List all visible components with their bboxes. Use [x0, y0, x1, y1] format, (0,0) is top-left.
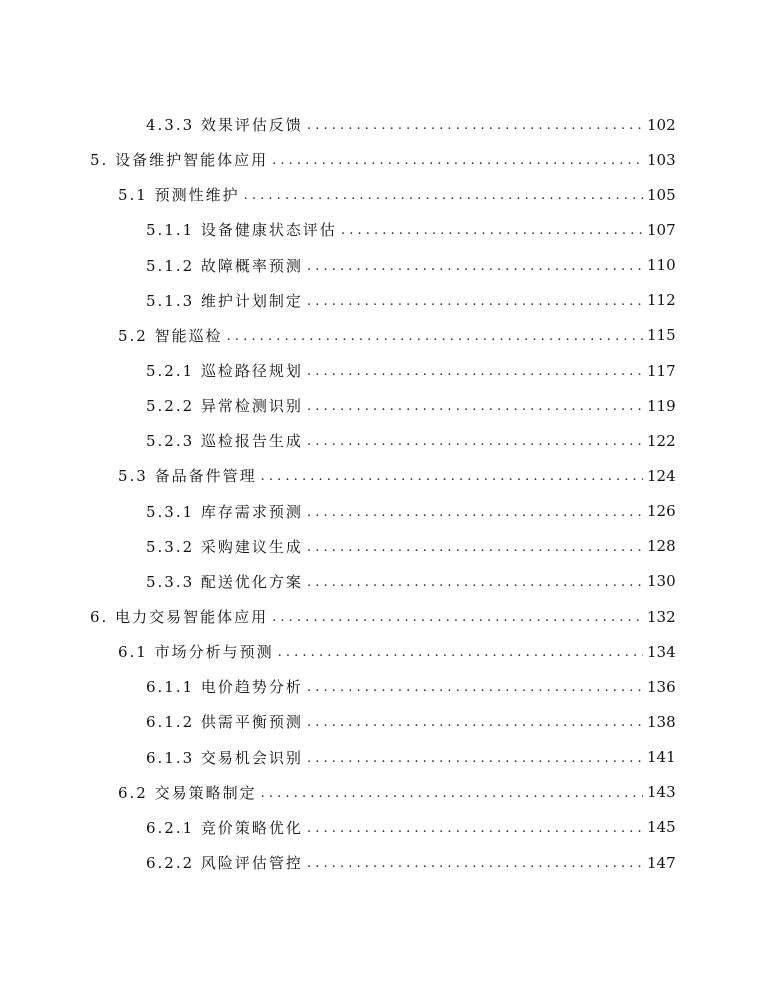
toc-entry[interactable]	[0, 142, 765, 177]
toc-entry[interactable]	[0, 388, 765, 423]
dot-leader	[307, 294, 643, 309]
toc-entry-label: 4.3.3 效果评估反馈	[146, 116, 303, 135]
toc-page-number: 128	[647, 537, 676, 556]
toc-entry-label: 5.2.2 异常检测识别	[146, 397, 303, 416]
dot-leader	[307, 399, 643, 414]
toc-page-number: 115	[647, 326, 676, 345]
dot-leader	[244, 188, 643, 203]
toc-entry[interactable]	[0, 599, 765, 634]
toc-entry[interactable]	[0, 177, 765, 212]
toc-entry[interactable]	[0, 845, 765, 880]
toc-entry-label: 6. 电力交易智能体应用	[90, 608, 269, 627]
toc-page-number: 126	[647, 502, 676, 521]
toc-entry[interactable]	[0, 248, 765, 283]
toc-entry-label: 6.2.2 风险评估管控	[146, 854, 303, 873]
dot-leader	[307, 505, 643, 520]
toc-entry[interactable]	[0, 810, 765, 845]
toc-entry-label: 5.1 预测性维护	[118, 186, 240, 205]
dot-leader	[307, 575, 643, 590]
toc-entry-label: 5.3.1 库存需求预测	[146, 502, 303, 521]
toc-page-number: 145	[647, 818, 676, 837]
toc-entry[interactable]	[0, 458, 765, 493]
dot-leader	[307, 118, 643, 133]
toc-entry-label: 5.3 备品备件管理	[118, 467, 257, 486]
toc-entry[interactable]	[0, 494, 765, 529]
toc-entry[interactable]	[0, 740, 765, 775]
toc-entry-label: 5.2 智能巡检	[118, 326, 223, 345]
dot-leader	[261, 786, 643, 801]
toc-entry[interactable]	[0, 564, 765, 599]
toc-page-number: 143	[647, 783, 676, 802]
toc-entry-label: 5.2.3 巡检报告生成	[146, 432, 303, 451]
toc-entry[interactable]	[0, 529, 765, 564]
toc-page-number: 119	[647, 396, 676, 415]
table-of-contents	[0, 107, 765, 880]
dot-leader	[261, 469, 643, 484]
toc-page-number: 124	[647, 466, 676, 485]
toc-page-number: 141	[647, 748, 676, 767]
toc-entry-label: 5.3.3 配送优化方案	[146, 572, 303, 591]
toc-page-number: 105	[647, 185, 676, 204]
toc-page-number: 117	[647, 361, 676, 380]
toc-page-number: 136	[647, 677, 676, 696]
toc-page-number: 122	[647, 431, 676, 450]
toc-entry-label: 6.1.3 交易机会识别	[146, 748, 303, 767]
toc-entry[interactable]	[0, 775, 765, 810]
toc-entry-label: 6.1.1 电价趋势分析	[146, 678, 303, 697]
toc-page-number: 130	[647, 572, 676, 591]
dot-leader	[307, 856, 643, 871]
dot-leader	[307, 680, 643, 695]
dot-leader	[307, 364, 643, 379]
toc-entry[interactable]	[0, 107, 765, 142]
toc-entry-label: 5.1.3 维护计划制定	[146, 291, 303, 310]
toc-entry[interactable]	[0, 318, 765, 353]
toc-entry-label: 5.3.2 采购建议生成	[146, 537, 303, 556]
toc-entry[interactable]	[0, 212, 765, 247]
toc-entry-label: 5. 设备维护智能体应用	[90, 151, 269, 170]
toc-entry-label: 6.1.2 供需平衡预测	[146, 713, 303, 732]
dot-leader	[278, 645, 643, 660]
toc-page-number: 103	[647, 150, 676, 169]
toc-page-number: 112	[647, 291, 676, 310]
dot-leader	[307, 434, 643, 449]
toc-entry-label: 6.2.1 竞价策略优化	[146, 818, 303, 837]
toc-entry[interactable]	[0, 423, 765, 458]
toc-page-number: 107	[647, 220, 676, 239]
dot-leader	[307, 259, 643, 274]
toc-page-number: 132	[647, 607, 676, 626]
dot-leader	[227, 329, 643, 344]
dot-leader	[272, 153, 643, 168]
toc-page-number: 110	[647, 256, 676, 275]
toc-entry[interactable]	[0, 704, 765, 739]
toc-page-number: 134	[647, 642, 676, 661]
toc-entry[interactable]	[0, 283, 765, 318]
toc-entry-label: 6.1 市场分析与预测	[118, 643, 274, 662]
toc-entry[interactable]	[0, 353, 765, 388]
dot-leader	[341, 223, 643, 238]
dot-leader	[272, 610, 643, 625]
dot-leader	[307, 821, 643, 836]
toc-entry-label: 5.2.1 巡检路径规划	[146, 362, 303, 381]
toc-page-number: 102	[647, 115, 676, 134]
toc-entry-label: 6.2 交易策略制定	[118, 783, 257, 802]
toc-page-number: 147	[647, 853, 676, 872]
toc-entry-label: 5.1.1 设备健康状态评估	[146, 221, 337, 240]
dot-leader	[307, 540, 643, 555]
toc-entry[interactable]	[0, 669, 765, 704]
toc-entry[interactable]	[0, 634, 765, 669]
dot-leader	[307, 715, 643, 730]
toc-page-number: 138	[647, 712, 676, 731]
toc-entry-label: 5.1.2 故障概率预测	[146, 256, 303, 275]
dot-leader	[307, 751, 643, 766]
